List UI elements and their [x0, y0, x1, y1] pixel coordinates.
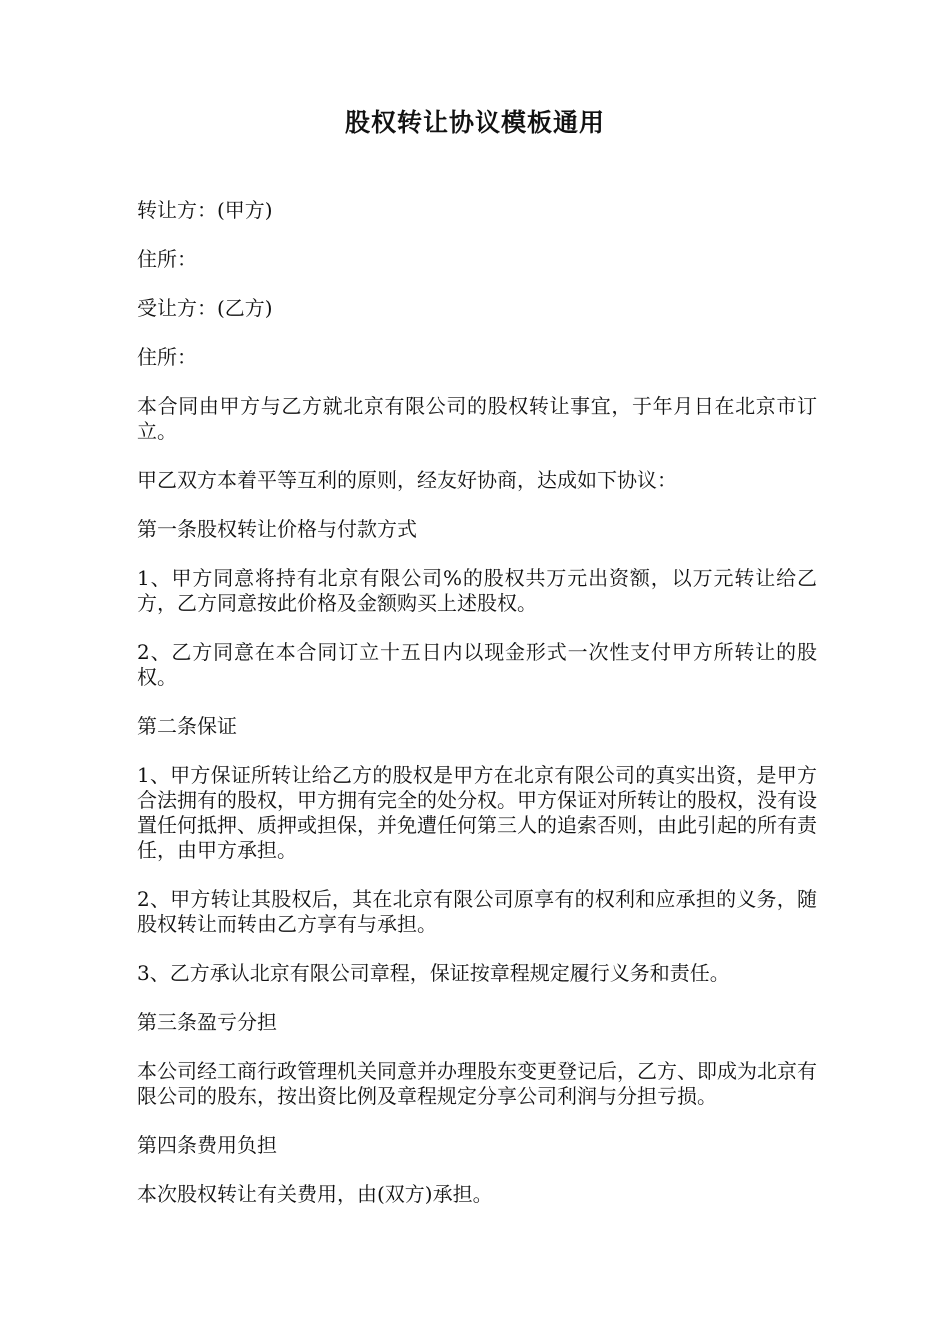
party-a-address: 住所：	[137, 247, 197, 271]
agreement-preamble: 甲乙双方本着平等互利的原则，经友好协商，达成如下协议：	[137, 468, 677, 492]
contract-intro: 本合同由甲方与乙方就北京有限公司的股权转让事宜，于年月日在北京市订立。	[137, 394, 817, 443]
article-1-clause-1: 1、甲方同意将持有北京有限公司%的股权共万元出资额，以万元转让给乙方，乙方同意按此价格及金额购买上述股权。	[137, 566, 817, 615]
article-3-clause: 本公司经工商行政管理机关同意并办理股东变更登记后，乙方、即成为北京有限公司的股东，按出资比例及章程规定分享公司利润与分担亏损。	[137, 1059, 817, 1108]
article-2-heading: 第二条保证	[137, 714, 237, 738]
article-2-clause-1: 1、甲方保证所转让给乙方的股权是甲方在北京有限公司的真实出资，是甲方合法拥有的股权，甲方拥有完全的处分权。甲方保证对所转让的股权，没有设置任何抵押、质押或担保，并免遭任何第三人的追索否则，由此引起的所有责任，由甲方承担。	[137, 763, 817, 862]
article-2-clause-3: 3、乙方承认北京有限公司章程，保证按章程规定履行义务和责任。	[137, 961, 730, 985]
article-1-clause-2: 2、乙方同意在本合同订立十五日内以现金形式一次性支付甲方所转让的股权。	[137, 640, 817, 689]
party-b-line: 受让方：(乙方)	[137, 296, 273, 320]
article-2-clause-2: 2、甲方转让其股权后，其在北京有限公司原享有的权利和应承担的义务，随股权转让而转由乙方享有与承担。	[137, 887, 817, 936]
document-title: 股权转让协议模板通用	[344, 108, 605, 137]
document-body	[137, 198, 817, 1231]
party-b-address: 住所：	[137, 345, 197, 369]
article-4-clause: 本次股权转让有关费用，由(双方)承担。	[137, 1182, 493, 1206]
party-a-line: 转让方：(甲方)	[137, 198, 273, 222]
article-4-heading: 第四条费用负担	[137, 1133, 277, 1157]
article-3-heading: 第三条盈亏分担	[137, 1010, 277, 1034]
article-1-heading: 第一条股权转让价格与付款方式	[137, 517, 417, 541]
